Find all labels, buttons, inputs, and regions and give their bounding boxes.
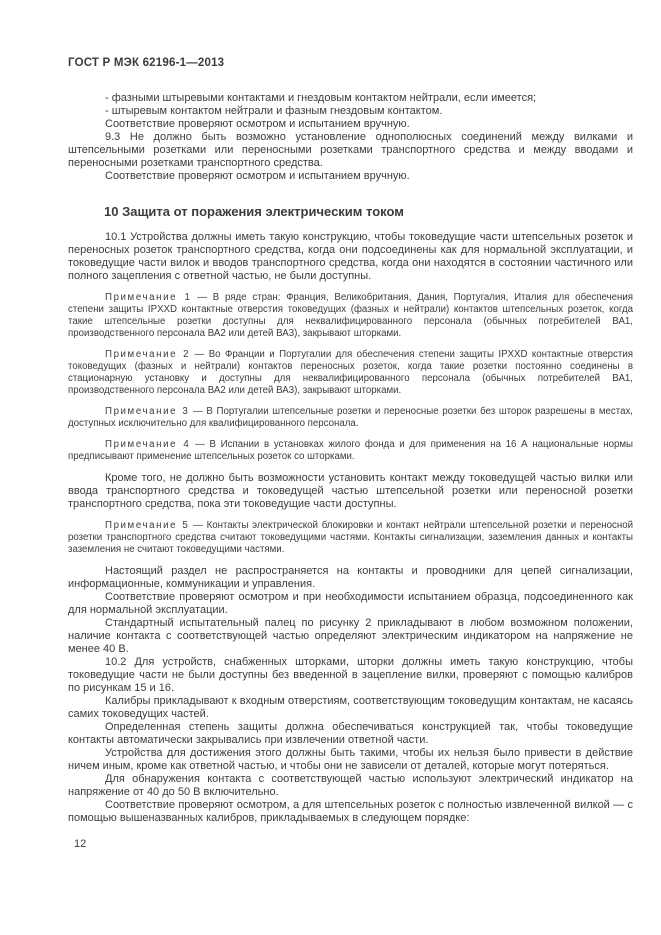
note-paragraph [68,520,633,556]
document-content [68,92,633,825]
page-number: 12 [74,838,87,850]
note-paragraph [68,439,633,463]
paragraph: Соответствие проверяют осмотром и при необходимости испытанием образца, подсоединенного как для нормальной эксплуатации. [68,591,633,616]
section-heading: 10 Защита от поражения электрическим током [104,204,404,219]
paragraph: Кроме того, не должно быть возможности установить контакт между токоведущей частью вилки или ввода транспортного средства и токоведущей частью штепсельной розетки или переносной розетки транспортного средства, пока эти токоведущие части доступны. [68,472,633,510]
note-paragraph [68,292,633,340]
paragraph: Устройства для достижения этого должны быть такими, чтобы их нельзя было привести в действие ничем иным, кроме как ответной частью, и чтобы они не зависели от деталей, которые могут потеряться. [68,747,633,772]
paragraph: 9.3 Не должно быть возможно установление однополюсных соединений между вилками и штепсельными розетками или переносными розетками транспортного средства и между вводами и переносными розетками транспортного средства. [68,131,633,169]
note-paragraph [68,406,633,430]
paragraph: Соответствие проверяют осмотром и испытанием вручную. [105,118,410,130]
note-text: — Во Франции и Португалии для обеспечения степени защиты IPXXD контактные отверстия токоведущих (фазных и нейтрали) контактов переносных розеток, когда такие розетки постоянно соединены в стационарную установку и доступны для неквалифицированного персонала (обычных потребителей ВА1, производственного персонала ВА2 или детей ВА3), закрывают шторками. [68,349,633,396]
paragraph: 10.2 Для устройств, снабженных шторками, шторки должны иметь такую конструкцию, чтобы токоведущие части не были доступны без введенной в зацепление вилки, проверяют с помощью калибров по рисункам 15 и 16. [68,656,633,694]
paragraph: - фазными штыревыми контактами и гнездовым контактом нейтрали, если имеется; [105,92,537,104]
paragraph: Стандартный испытательный палец по рисунку 2 прикладывают в любом возможном положении, наличие контакта с соответствующей частью определяют электрическим индикатором на напряжение не менее 40 В. [68,617,633,655]
note-text: — Контакты электрической блокировки и контакт нейтрали штепсельной розетки и переносной розетки транспортного средства считают токоведущими частями. Контакты сигнализации, заземления данных и контакты заземления не считают токоведущими частями. [68,520,633,555]
paragraph: Настоящий раздел не распространяется на контакты и проводники для цепей сигнализации, информационные, коммуникации и управления. [68,565,633,590]
note-label: Примечание 5 [105,520,190,531]
note-label: Примечание 4 [105,439,191,450]
paragraph: Определенная степень защиты должна обеспечиваться конструкцией так, чтобы токоведущие контакты автоматически закрывались при извлечении ответной части. [68,721,633,746]
note-text: — В Португалии штепсельные розетки и переносные розетки без шторок разрешены в местах, доступных исключительно для квалифицированного персонала. [68,406,633,429]
note-label: Примечание 1 [105,292,192,303]
paragraph: Соответствие проверяют осмотром, а для штепсельных розеток с полностью извлеченной вилкой — с помощью вышеназванных калибров, прикладываемых в следующем порядке: [68,799,633,824]
paragraph: Для обнаружения контакта с соответствующей частью используют электрический индикатор на напряжение от 40 до 50 В включительно. [68,773,633,798]
paragraph: 10.1 Устройства должны иметь такую конструкцию, чтобы токоведущие части штепсельных розеток и переносных розеток транспортного средства, когда они подсоединены как для нормальной эксплуатации, и токоведущие части вилок и вводов транспортного средства, когда они находятся в состоянии частичного или полного зацепления с ответной частью, не были доступны. [68,231,633,282]
note-label: Примечание 3 [105,406,190,417]
note-label: Примечание 2 [105,349,191,360]
note-text: — В ряде стран: Франция, Великобритания, Дания, Португалия, Италия для обеспечения степени защиты IPXXD контактные отверстия токоведущих (фазных и нейтрали) контактов штепсельных розеток, когда такие штепсельные розетки доступны для неквалифицированного персонала (обычных потребителей ВА1, производственного персонала ВА2 или детей ВА3), закрывают шторками. [68,292,633,339]
paragraph: Соответствие проверяют осмотром и испытанием вручную. [105,170,410,182]
paragraph: Калибры прикладывают к входным отверстиям, соответствующим токоведущим контактам, не касаясь самих токоведущих частей. [68,695,633,720]
paragraph: - штыревым контактом нейтрали и фазным гнездовым контактом. [105,105,443,117]
note-paragraph [68,349,633,397]
note-text: — В Испании в установках жилого фонда и для применения на 16 А национальные нормы предписывают применение штепсельных розеток со шторками. [68,439,633,462]
running-header: ГОСТ Р МЭК 62196-1—2013 [68,57,225,69]
